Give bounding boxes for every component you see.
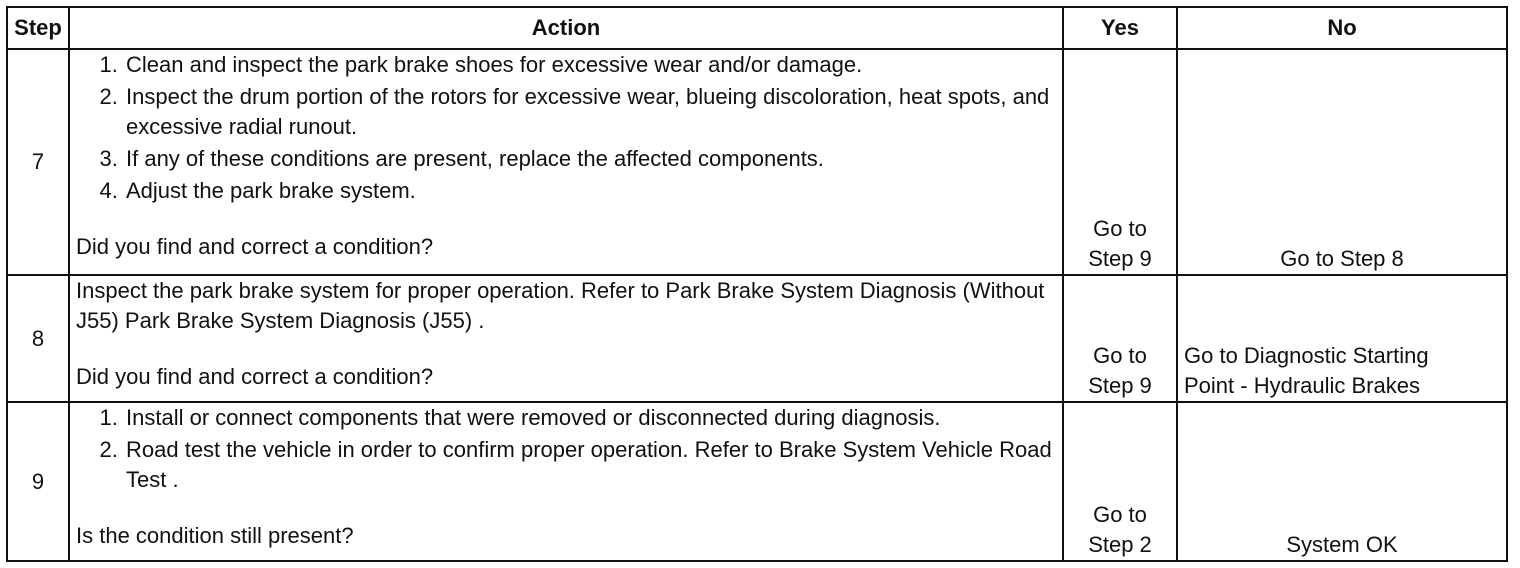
action-question: Did you find and correct a condition? — [76, 234, 434, 259]
action-question: Is the condition still present? — [76, 523, 354, 548]
no-cell — [1177, 275, 1507, 402]
table-row — [7, 275, 1507, 402]
yes-cell — [1063, 275, 1177, 402]
diagnostic-table — [6, 6, 1508, 562]
table-row — [7, 49, 1507, 275]
action-question: Did you find and correct a condition? — [76, 364, 434, 389]
header-action: Action — [69, 7, 1063, 49]
step-number: 8 — [7, 275, 69, 402]
yes-cell — [1063, 49, 1177, 275]
no-text-line: Point - Hydraulic Brakes — [1184, 373, 1420, 398]
action-step: 4. Adjust the park brake system. — [124, 176, 1056, 206]
no-cell — [1177, 402, 1507, 561]
yes-text-line: Go to — [1093, 216, 1147, 241]
action-cell — [69, 402, 1063, 561]
action-cell — [69, 275, 1063, 402]
header-no: No — [1177, 7, 1507, 49]
table-row — [7, 402, 1507, 561]
action-step: 1. Clean and inspect the park brake shoes for excessive wear and/or damage. — [124, 50, 1056, 80]
yes-text-line: Step 9 — [1088, 246, 1152, 271]
no-cell — [1177, 49, 1507, 275]
header-yes: Yes — [1063, 7, 1177, 49]
no-text-line: Go to Diagnostic Starting — [1184, 343, 1429, 368]
action-step: 2. Road test the vehicle in order to confirm proper operation. Refer to Brake System Vehicle Road Test . — [124, 435, 1056, 495]
action-steps-list — [76, 403, 1056, 495]
action-step: 3. If any of these conditions are present, replace the affected components. — [124, 144, 1056, 174]
yes-cell — [1063, 402, 1177, 561]
header-step: Step — [7, 7, 69, 49]
header-row — [7, 7, 1507, 49]
action-cell — [69, 49, 1063, 275]
step-number: 9 — [7, 402, 69, 561]
yes-text-line: Go to — [1093, 343, 1147, 368]
action-step: 2. Inspect the drum portion of the rotors for excessive wear, blueing discoloration, heat spots, and excessive radial runout. — [124, 82, 1056, 142]
action-steps-list — [76, 50, 1056, 206]
action-step: 1. Install or connect components that were removed or disconnected during diagnosis. — [124, 403, 1056, 433]
yes-text-line: Step 9 — [1088, 373, 1152, 398]
no-text-line: System OK — [1286, 532, 1398, 557]
step-number: 7 — [7, 49, 69, 275]
yes-text-line: Step 2 — [1088, 532, 1152, 557]
action-instruction: Inspect the park brake system for proper operation. Refer to Park Brake System Diagnosis (Without J55) Park Brake System Diagnosis (J55) . — [76, 278, 1045, 333]
no-text-line: Go to Step 8 — [1280, 246, 1404, 271]
yes-text-line: Go to — [1093, 502, 1147, 527]
